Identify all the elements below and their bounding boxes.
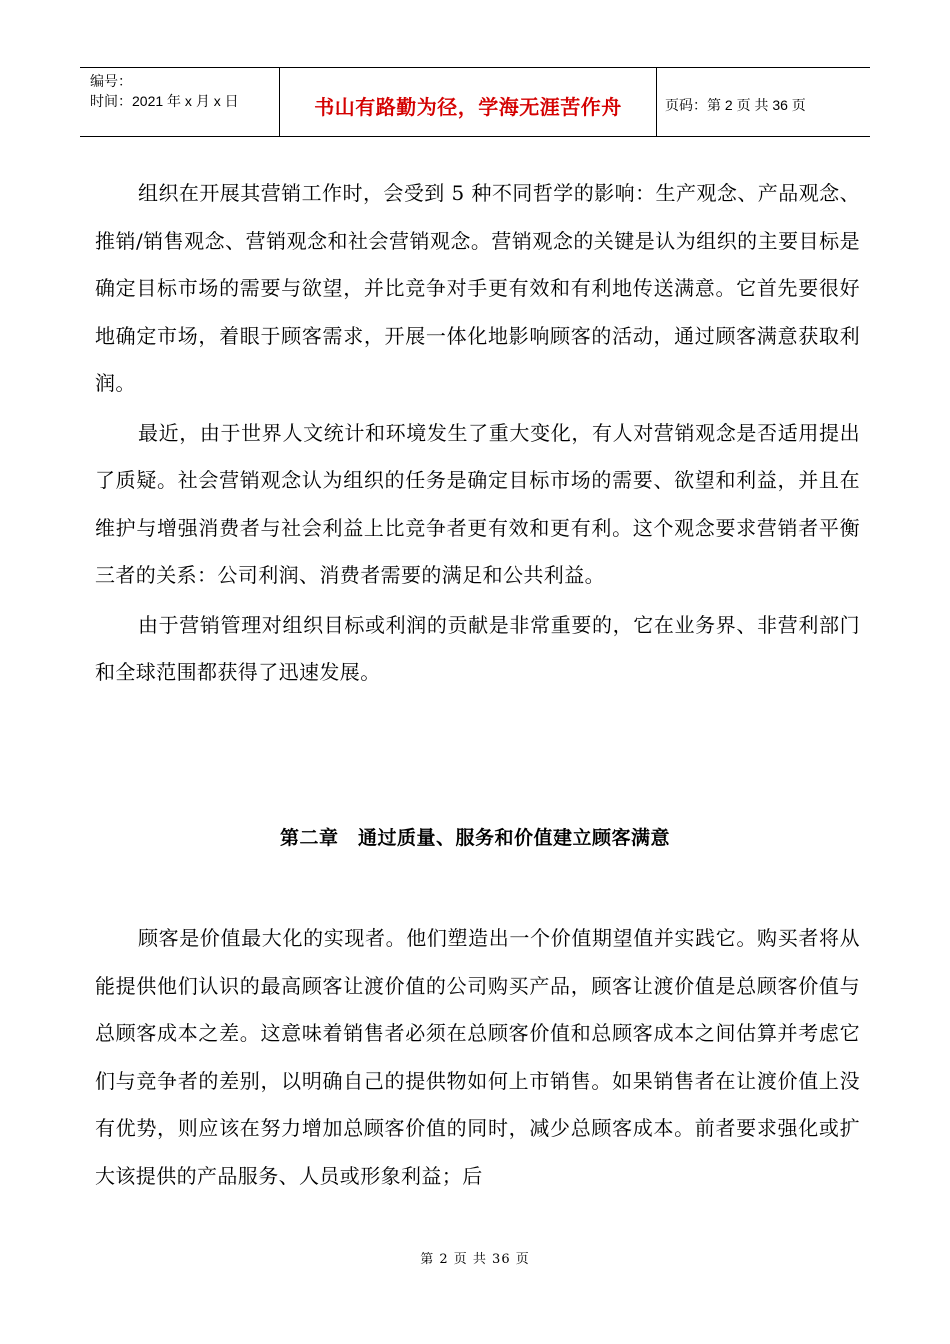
page-footer: 第 2 页 共 36 页 [420, 1252, 530, 1267]
time-label: 时间：2021 年 x 月 x 日 [90, 93, 239, 109]
header-meta [80, 68, 280, 136]
chapter-title: 第二章 通过质量、服务和价值建立顾客满意 [279, 827, 670, 849]
paragraph: 顾客是价值最大化的实现者。他们塑造出一个价值期望值并实践它。购买者将从能提供他们认识的最高顾客让渡价值的公司购买产品，顾客让渡价值是总顾客价值与总顾客成本之差。这意味着销售者必须在总顾客价值和总顾客成本之间估算并考虑它们与竞争者的差别，以明确自己的提供物如何上市销售。如果销售者在让渡价值上没有优势，则应该在努力增加总顾客价值的同时，减少总顾客成本。前者要求强化或扩大该提供的产品服务、人员或形象利益；后 [95, 926, 860, 1188]
body-section-1 [95, 170, 860, 697]
header-motto: 书山有路勤为径，学海无涯苦作舟 [280, 68, 657, 136]
page-header [80, 67, 870, 137]
number-label: 编号： [90, 73, 132, 89]
body-section-2 [95, 915, 860, 1200]
header-page-info: 页码：第 2 页 共 36 页 [665, 97, 806, 113]
paragraph: 最近，由于世界人文统计和环境发生了重大变化，有人对营销观念是否适用提出了质疑。社会营销观念认为组织的任务是确定目标市场的需要、欲望和利益，并且在维护与增强消费者与社会利益上比竞争者更有效和更有利。这个观念要求营销者平衡三者的关系：公司利润、消费者需要的满足和公共利益。 [95, 420, 860, 587]
paragraph: 组织在开展其营销工作时，会受到 5 种不同哲学的影响：生产观念、产品观念、推销/销售观念、营销观念和社会营销观念。营销观念的关键是认为组织的主要目标是确定目标市场的需要与欲望，并比竞争对手更有效和有利地传送满意。它首先要很好地确定市场，着眼于顾客需求，开展一体化地影响顾客的活动，通过顾客满意获取利润。 [95, 181, 860, 395]
paragraph: 由于营销管理对组织目标或利润的贡献是非常重要的，它在业务界、非营利部门和全球范围都获得了迅速发展。 [95, 612, 860, 684]
